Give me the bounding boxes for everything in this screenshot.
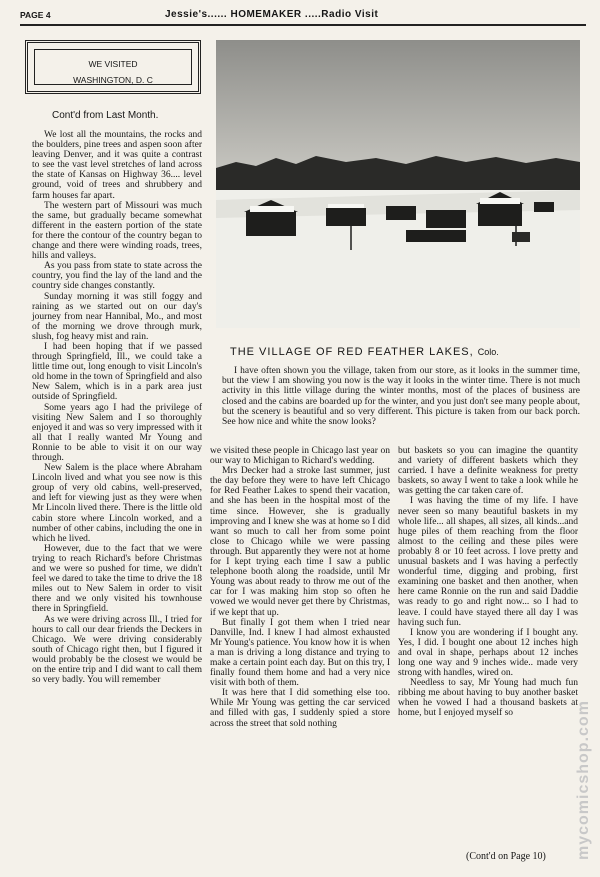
col1-paragraph: Sunday morning it was still foggy and raining as we started out on our day's journey from near Hannibal, Mo., and most of the morning we drove through murk, slush, fog heavy mist and rain.: [32, 291, 202, 342]
col1-paragraph: Some years ago I had the privilege of visiting New Salem and I so thoroughly enjoyed it and was so very impressed with it all that I really wanted Mr Young and Ronnie to be able to visit it on our way through.: [32, 402, 202, 463]
continued-from-note: Cont'd from Last Month.: [52, 110, 159, 121]
col1-paragraph: We lost all the mountains, the rocks and the boulders, pine trees and aspen soon after leaving Denver, and it was quite a contrast to see the vast level stretches of land across the state of Kansas on Highway 36.... level ground, void of trees and shrubbery and farm houses far apart.: [32, 130, 202, 201]
column-1: [32, 130, 202, 685]
caption-main: THE VILLAGE OF RED FEATHER LAKES,: [230, 346, 474, 358]
col3-paragraph: I was having the time of my life. I have never seen so many beautiful baskets in my whole life... all shapes, all sizes, all kinds...and huge piles of them reaching from the floor almost to the ceiling and these piles were probably 8 or 10 feet across. I love pretty and unusual baskets and I was having a perfectly wonderful time, digging and probing, first examining one basket and then another, when here came Ronnie on the run and said Daddie was ready to go and right now... so I had to leave. I could have stayed there all day I was having such fun.: [398, 496, 578, 628]
village-winter-photo: [216, 40, 580, 328]
col1-paragraph: As you pass from state to state across the country, you find the lay of the land and the country side changes constantly.: [32, 261, 202, 292]
page-header: [20, 6, 582, 22]
photo-description-text: I have often shown you the village, taken from our store, as it looks in the summer time, but the view I am showing you now is the way it looks in the winter time. There is not much activity in this little village during the winter months, most of the places of business are closed and the cabins are boarded up for the winter, and you just don't see many people about, but the scenery is beautiful and so very different. This picture is taken from our back porch. See how nice and white the snow looks?: [222, 366, 580, 428]
col1-paragraph: However, due to the fact that we were trying to reach Richard's before Christmas and we were so pushed for time, we didn't feel we dared to take the time to drive the 18 miles out to New Salem in order to visit there and we only visited his townhouse there in Springfield.: [32, 543, 202, 615]
col1-paragraph: The western part of Missouri was much the same, but gradually became somewhat different in the eastern portion of the state for there the contour of the country began to change and there were winding roads, trees, hills and valleys.: [32, 200, 202, 262]
col3-paragraph: I know you are wondering if I bought any. Yes, I did. I bought one about 12 inches high and oval in shape, perhaps about 12 inches long one way and 9 inches wide.. made very strong with handles, wired on.: [398, 627, 578, 679]
village-photo-image: [216, 40, 580, 328]
col2-paragraph: It was here that I did something else too. While Mr Young was getting the car serviced and filled with gas, I suddenly spied a store across the street that sold nothing: [210, 688, 390, 729]
continued-on-note: (Cont'd on Page 10): [466, 851, 546, 862]
page-number: PAGE 4: [20, 10, 51, 20]
publication-title: Jessie's...... HOMEMAKER .....Radio Visit: [165, 9, 379, 20]
header-rule: [20, 24, 586, 26]
col1-paragraph: I had been hoping that if we passed through Springfield, Ill., we could take a little time out, long enough to visit Lincoln's old home in the town of Springfield and also New Salem, which is in a park area just outside of Springfield.: [32, 341, 202, 403]
watermark: mycomicshop.com: [575, 700, 592, 860]
title-line-1: WE VISITED: [88, 59, 138, 69]
photo-description: [222, 366, 580, 427]
col2-paragraph: we visited these people in Chicago last year on our way to Michigan to Richard's wedding.: [210, 446, 390, 467]
column-2: [210, 446, 390, 729]
col1-paragraph: New Salem is the place where Abraham Lincoln lived and what you see now is this group of very old cabins, well-preserved, and left for viewing just as they were when Mr Lincoln lived there. There is the little old cabin store where Lincoln worked, and a number of other cabins, including the one in which he lived.: [32, 463, 202, 544]
col3-paragraph: but baskets so you can imagine the quantity and variety of different baskets which they carried. I have a definite weakness for pretty baskets, so away I went to take a look while he was getting the car taken care of.: [398, 446, 578, 497]
col2-paragraph: Mrs Decker had a stroke last summer, just the day before they were to have left Chicago for Red Feather Lakes to spend their vacation, and she has been in the hospital most of the time since. However, she is gradually improving and I knew she was at home so I did want so much to call her from some point close to Chicago while we were passing through. But apparently they were not at home for I kept trying each time I saw a public telephone booth along the roadside, until Mr Young was about ready to throw me out of the car for I was making him stop so often he vowed we would never get there by Christmas, if we kept that up.: [210, 466, 390, 618]
col3-paragraph: Needless to say, Mr Young had much fun ribbing me about having to buy another basket when he vowed I had a thousand baskets at home, but I enjoyed myself so: [398, 678, 578, 719]
col2-paragraph: But finally I got them when I tried near Danville, Ind. I knew I had almost exhausted Mr Young's patience. You know how it is when a man is driving a long distance and trying to make a certain point each day. But on this try, I finally found them home and had a very nice visit with both of them.: [210, 617, 390, 689]
caption-location: Colo.: [477, 347, 499, 357]
col1-paragraph: As we were driving across Ill., I tried for hours to call our dear friends the Deckers in Chicago. We were driving considerably south of Chicago right then, but I figured it would probably be the closest we would be on the entire trip and I did want to call them so very badly. You will remember: [32, 614, 202, 686]
title-line-2: WASHINGTON, D. C: [73, 75, 153, 85]
photo-caption: [230, 346, 499, 358]
column-3: [398, 446, 578, 719]
article-title-box: [25, 40, 201, 94]
